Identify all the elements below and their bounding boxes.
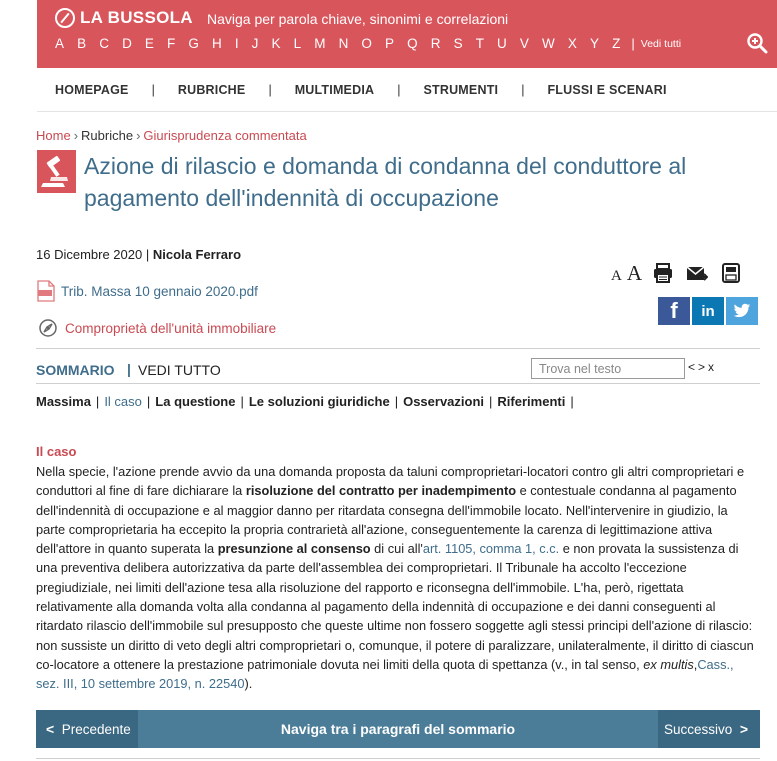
sections-nav xyxy=(36,394,579,409)
alpha-letter-b[interactable]: B xyxy=(77,36,87,51)
twitter-share-button[interactable] xyxy=(726,297,758,325)
divider xyxy=(36,758,760,759)
see-all-button[interactable]: VEDI TUTTO xyxy=(138,362,221,378)
text-run: e non provata la sussistenza di una preventiva delibera autorizzativa da parte dell'assemblea dei comproprietari. Il Tribunale ha accolto l'eccezione pregiudiziale, nei limiti dell'azione tesa alla risoluzione del rapporto e riconsegna dell'immobile. L'ha, però, rigettata relativamente alla domanda volta alla condanna al pagamento della indennità di occupazione e dei danni conseguenti al ritardato rilascio dell'immobile sul presupposto che queste ultime non fossero soggette agli stessi principi dell'azione di rilascio: non sussiste un diritto di veto degli altri comproprietari o, comunque, il potere di paralizzare, unilateralmente, il diritto di ciascun co-locatore a ottenere la prestazione patrimoniale dovuta nei limiti della quota di spettanza (v., in tal senso, xyxy=(36,541,754,672)
attachment-row[interactable] xyxy=(36,280,258,302)
summary-separator: | xyxy=(127,361,131,377)
alpha-letter-t[interactable]: T xyxy=(475,36,484,51)
nav-flussi-e-scenari[interactable]: FLUSSI E SCENARI xyxy=(547,82,667,97)
logo-text: LA BUSSOLA xyxy=(80,8,193,27)
article-meta xyxy=(36,247,241,262)
nav-homepage[interactable]: HOMEPAGE xyxy=(55,82,129,97)
alpha-letter-m[interactable]: M xyxy=(314,36,326,51)
section-separator: | xyxy=(146,394,151,409)
find-close-button[interactable]: x xyxy=(708,360,715,374)
text-run: e contestuale condanna al pagamento dell'indennità di occupazione e al maggior danno per ritardata consegna dell'immobile locato. Nell'intervenire in giudizio, la parte comproprietaria ha eccepito la propria contrarietà all'azione, conseguentemente la carenza di legittimazione attiva dell'attore in quanto superata la xyxy=(36,483,737,557)
alpha-letter-d[interactable]: D xyxy=(122,36,132,51)
linkedin-share-button[interactable]: in xyxy=(692,297,724,325)
summary-bar xyxy=(36,348,760,384)
text-run: di cui all' xyxy=(370,541,423,557)
section-link-soluzioni-giuridiche[interactable]: Le soluzioni giuridiche xyxy=(248,394,390,409)
see-all-letters-link[interactable]: Vedi tutti xyxy=(640,37,682,50)
alpha-letter-q[interactable]: Q xyxy=(407,36,418,51)
social-share xyxy=(658,297,760,325)
alpha-letter-f[interactable]: F xyxy=(167,36,176,51)
nav-multimedia[interactable]: MULTIMEDIA xyxy=(294,82,375,97)
pager-title: Naviga tra i paragrafi del sommario xyxy=(280,721,516,737)
main-nav xyxy=(37,68,777,112)
summary-label[interactable]: SOMMARIO xyxy=(36,362,115,378)
nav-separator: | xyxy=(268,82,272,97)
chevron-left-icon: < xyxy=(46,721,55,737)
breadcrumb xyxy=(36,128,307,143)
text-run: , xyxy=(693,656,698,672)
topic-row[interactable] xyxy=(38,318,276,338)
alphabet-separator: | xyxy=(631,36,635,51)
alpha-letter-v[interactable]: V xyxy=(519,36,529,51)
topic-link[interactable]: Comproprietà dell'unità immobiliare xyxy=(65,320,277,336)
alpha-letter-p[interactable]: P xyxy=(385,36,395,51)
alpha-letter-l[interactable]: L xyxy=(293,36,302,51)
find-next-button[interactable]: > xyxy=(698,360,706,374)
search-icon[interactable] xyxy=(745,31,769,55)
nav-separator: | xyxy=(397,82,401,97)
alpha-letter-z[interactable]: Z xyxy=(612,36,621,51)
page-title: Azione di rilascio e domanda di condanna del conduttore al pagamento dell'indennità di occupazione xyxy=(84,153,687,211)
alpha-letter-h[interactable]: H xyxy=(211,36,222,51)
bold-term: risoluzione del contratto per inadempimento xyxy=(245,483,517,499)
nav-separator: | xyxy=(151,82,155,97)
article-date: 16 Dicembre 2020 xyxy=(36,247,143,262)
article-tools xyxy=(611,262,754,284)
save-icon[interactable] xyxy=(720,262,742,284)
chevron-right-icon: > xyxy=(739,721,748,737)
breadcrumb-rubriche[interactable]: Rubriche xyxy=(81,128,134,143)
alpha-letter-x[interactable]: X xyxy=(567,36,577,51)
bold-term: presunzione al consenso xyxy=(217,541,371,557)
section-separator: | xyxy=(240,394,244,409)
attachment-link[interactable]: Trib. Massa 10 gennaio 2020.pdf xyxy=(61,283,258,299)
italic-term: ex multis xyxy=(643,656,694,672)
top-header xyxy=(37,0,777,68)
section-separator: | xyxy=(95,394,100,409)
email-icon[interactable] xyxy=(686,262,708,284)
case-reference-link[interactable]: Cass., sez. III, 10 settembre 2019, n. 22540 xyxy=(36,656,734,692)
section-link-massima[interactable]: Massima xyxy=(36,394,91,409)
alpha-letter-g[interactable]: G xyxy=(188,36,199,51)
font-increase-button[interactable]: A xyxy=(626,261,643,285)
nav-rubriche[interactable]: RUBRICHE xyxy=(177,82,246,97)
section-link-riferimenti[interactable]: Riferimenti xyxy=(497,394,566,409)
next-label: Successivo xyxy=(664,721,733,737)
text-run: Nella specie, l'azione prende avvio da una domanda proposta da taluni comproprietari-locatori contro gli altri comproprietari e conduttori al fine di fare dichiarare la xyxy=(36,464,745,499)
breadcrumb-separator: › xyxy=(73,128,79,143)
next-button[interactable] xyxy=(658,710,760,748)
alpha-letter-o[interactable]: O xyxy=(361,36,372,51)
twitter-icon xyxy=(733,303,751,319)
section-separator: | xyxy=(570,394,574,409)
alpha-letter-s[interactable]: S xyxy=(453,36,463,51)
compass-icon xyxy=(55,8,75,28)
gavel-icon xyxy=(37,150,76,193)
alpha-letter-c[interactable]: C xyxy=(99,36,109,51)
section-separator: | xyxy=(394,394,399,409)
nav-separator: | xyxy=(521,82,525,97)
alpha-letter-r[interactable]: R xyxy=(430,36,441,51)
alpha-letter-n[interactable]: N xyxy=(338,36,349,51)
alpha-letter-i[interactable]: I xyxy=(234,36,239,51)
print-icon[interactable] xyxy=(652,262,674,284)
alphabet-index xyxy=(55,36,681,51)
section-heading: Il caso xyxy=(36,444,77,459)
section-link-la-questione[interactable]: La questione xyxy=(155,394,236,409)
alpha-letter-u[interactable]: U xyxy=(497,36,507,51)
breadcrumb-home[interactable]: Home xyxy=(36,128,71,143)
nav-strumenti[interactable]: STRUMENTI xyxy=(423,82,499,97)
section-separator: | xyxy=(489,394,493,409)
breadcrumb-separator: › xyxy=(136,128,141,143)
tagline: Naviga per parola chiave, sinonimi e correlazioni xyxy=(207,11,509,27)
alpha-letter-w[interactable]: W xyxy=(542,36,555,51)
alpha-letter-k[interactable]: K xyxy=(271,36,281,51)
alpha-letter-a[interactable]: A xyxy=(55,36,65,51)
text-run: ). xyxy=(244,676,253,692)
alpha-letter-e[interactable]: E xyxy=(144,36,154,51)
content-paragraph xyxy=(36,462,758,694)
article-author[interactable]: Nicola Ferraro xyxy=(152,247,242,262)
find-controls xyxy=(688,360,717,374)
law-reference-link[interactable]: art. 1105, comma 1, c.c. xyxy=(422,541,560,557)
compass-icon xyxy=(38,318,58,338)
facebook-share-button[interactable]: f xyxy=(658,297,690,325)
section-link-il-caso[interactable]: Il caso xyxy=(104,394,142,409)
alpha-letter-j[interactable]: J xyxy=(251,36,259,51)
alpha-letter-y[interactable]: Y xyxy=(589,36,599,51)
font-decrease-button[interactable]: A xyxy=(611,268,622,284)
pdf-icon xyxy=(36,280,56,302)
find-prev-button[interactable]: < xyxy=(688,360,696,374)
meta-separator: | xyxy=(145,247,150,262)
paragraph-pager xyxy=(36,710,760,748)
find-in-text-input[interactable] xyxy=(531,358,685,379)
logo[interactable] xyxy=(55,8,193,28)
previous-button[interactable] xyxy=(36,710,138,748)
previous-label: Precedente xyxy=(61,721,131,737)
breadcrumb-current[interactable]: Giurisprudenza commentata xyxy=(143,128,307,143)
section-link-osservazioni[interactable]: Osservazioni xyxy=(403,394,485,409)
